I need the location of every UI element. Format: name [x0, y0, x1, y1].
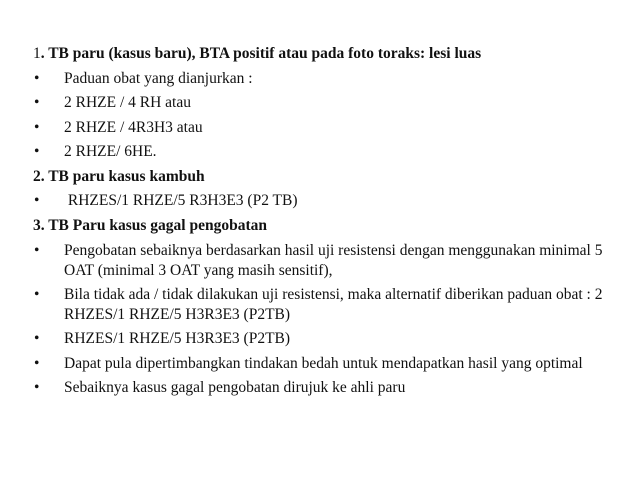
list-item-text: RHZES/1 RHZE/5 R3H3E3 (P2 TB) [64, 192, 298, 209]
list-item [33, 116, 613, 141]
list-item [33, 285, 613, 324]
list-item-text: Bila tidak ada / tidak dilakukan uji resistensi, maka alternatif diberikan paduan obat : 2 RHZES/1 RHZE/5 H3R3E3 (P2TB) [64, 286, 603, 323]
list-item [33, 91, 613, 116]
heading-tb-new-case [33, 42, 613, 67]
list-item [33, 329, 613, 349]
heading-number: 1 [33, 45, 41, 62]
list-item-text: Paduan obat yang dianjurkan : [64, 69, 253, 87]
list-item [33, 189, 613, 214]
list-item [33, 140, 613, 165]
list-item-text: 2 RHZE / 4R3H3 atau [64, 118, 203, 136]
list-item-text: Dapat pula dipertimbangkan tindakan bedah untuk mendapatkan hasil yang optimal [64, 354, 583, 372]
bullet-icon: • [34, 143, 40, 160]
bullet-icon: • [34, 242, 40, 259]
heading-tb-relapse: 2. TB paru kasus kambuh [33, 167, 205, 185]
list-item [33, 67, 613, 92]
bullet-icon: • [34, 94, 40, 111]
list-item-text: 2 RHZE/ 6HE. [64, 143, 157, 160]
list-item-text: RHZES/1 RHZE/5 H3R3E3 (P2TB) [64, 330, 291, 347]
list-item-text: 2 RHZE / 4 RH atau [64, 94, 191, 111]
list-item-text: Pengobatan sebaiknya berdasarkan hasil uji resistensi dengan menggunakan minimal 5 OAT (minimal 3 OAT yang masih sensitif), [64, 242, 603, 279]
bullet-icon: • [34, 192, 40, 209]
bullet-icon: • [34, 69, 40, 87]
bullet-icon: • [34, 118, 40, 136]
heading-text: . TB paru (kasus baru), BTA positif atau pada foto toraks: lesi luas [40, 45, 482, 62]
list-item-text: Sebaiknya kasus gagal pengobatan dirujuk ke ahli paru [64, 379, 406, 396]
bullet-icon: • [34, 330, 40, 347]
slide-content [33, 42, 613, 403]
list-item [33, 378, 613, 398]
bullet-icon: • [34, 379, 40, 396]
list-item [33, 241, 613, 280]
bullet-icon: • [34, 286, 40, 303]
list-item [33, 354, 613, 374]
bullet-icon: • [34, 354, 40, 372]
heading-tb-treatment-failure: 3. TB Paru kasus gagal pengobatan [33, 216, 267, 234]
